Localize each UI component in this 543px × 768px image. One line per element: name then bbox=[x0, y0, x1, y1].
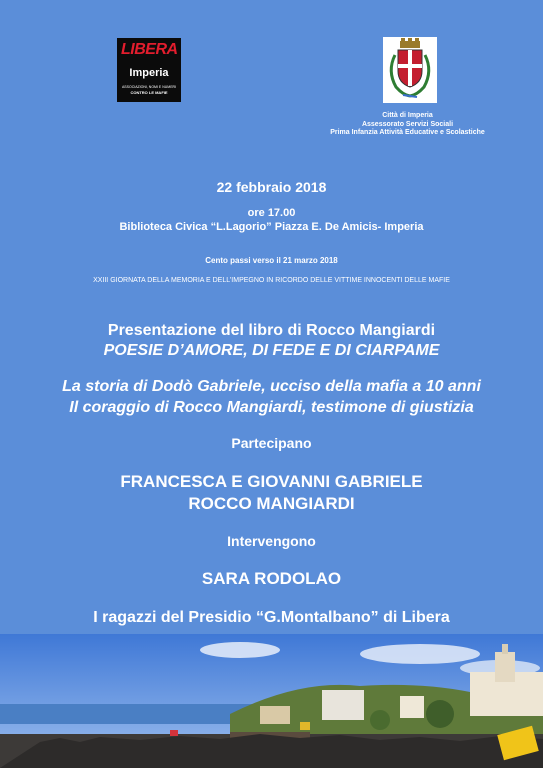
speaker-name: SARA RODOLAO bbox=[201, 569, 342, 588]
logo-wordmark: LIBERA bbox=[121, 41, 178, 58]
participant-name: ROCCO MANGIARDI bbox=[188, 494, 355, 513]
logo-city: Imperia bbox=[129, 67, 169, 79]
giornata-line: XXIII GIORNATA DELLA MEMORIA E DELL’IMPEGNO IN RICORDO DELLE VITTIME INNOCENTI DELLE MAFIE bbox=[93, 277, 450, 284]
closing-line: I ragazzi del Presidio “G.Montalbano” di Libera bbox=[93, 609, 450, 626]
speakers-heading: Intervengono bbox=[227, 533, 316, 549]
story-line-2: Il coraggio di Rocco Mangiardi, testimone di giustizia bbox=[69, 399, 474, 416]
event-venue: Biblioteca Civica “L.Lagorio” Piazza E. De Amicis- Imperia bbox=[119, 221, 424, 233]
logo-tagline-2: CONTRO LE MAFIE bbox=[130, 90, 168, 95]
story-line-1: La storia di Dodò Gabriele, ucciso della mafia a 10 anni bbox=[62, 378, 481, 395]
participants-heading: Partecipano bbox=[231, 435, 312, 451]
office-line-2: Assessorato Servizi Sociali bbox=[361, 120, 454, 128]
office-heading bbox=[300, 112, 515, 138]
participant-name: FRANCESCA E GIOVANNI GABRIELE bbox=[120, 472, 423, 491]
libera-imperia-logo bbox=[117, 38, 181, 102]
book-title: POESIE D’AMORE, DI FEDE E DI CIARPAME bbox=[103, 342, 440, 359]
office-line-3: Prima Infanzia Attività Educative e Scolastiche bbox=[330, 129, 485, 136]
presentation-line: Presentazione del libro di Rocco Mangiardi bbox=[107, 322, 436, 339]
logo-tagline: ASSOCIAZIONI, NOMI E NUMERI bbox=[121, 85, 177, 89]
city-crest-icon bbox=[383, 37, 437, 103]
event-date: 22 febbraio 2018 bbox=[216, 179, 327, 195]
cento-passi-line: Cento passi verso il 21 marzo 2018 bbox=[205, 256, 338, 265]
office-line-1: Città di Imperia bbox=[382, 112, 433, 119]
event-photo bbox=[0, 634, 543, 768]
event-time: ore 17.00 bbox=[247, 207, 296, 219]
